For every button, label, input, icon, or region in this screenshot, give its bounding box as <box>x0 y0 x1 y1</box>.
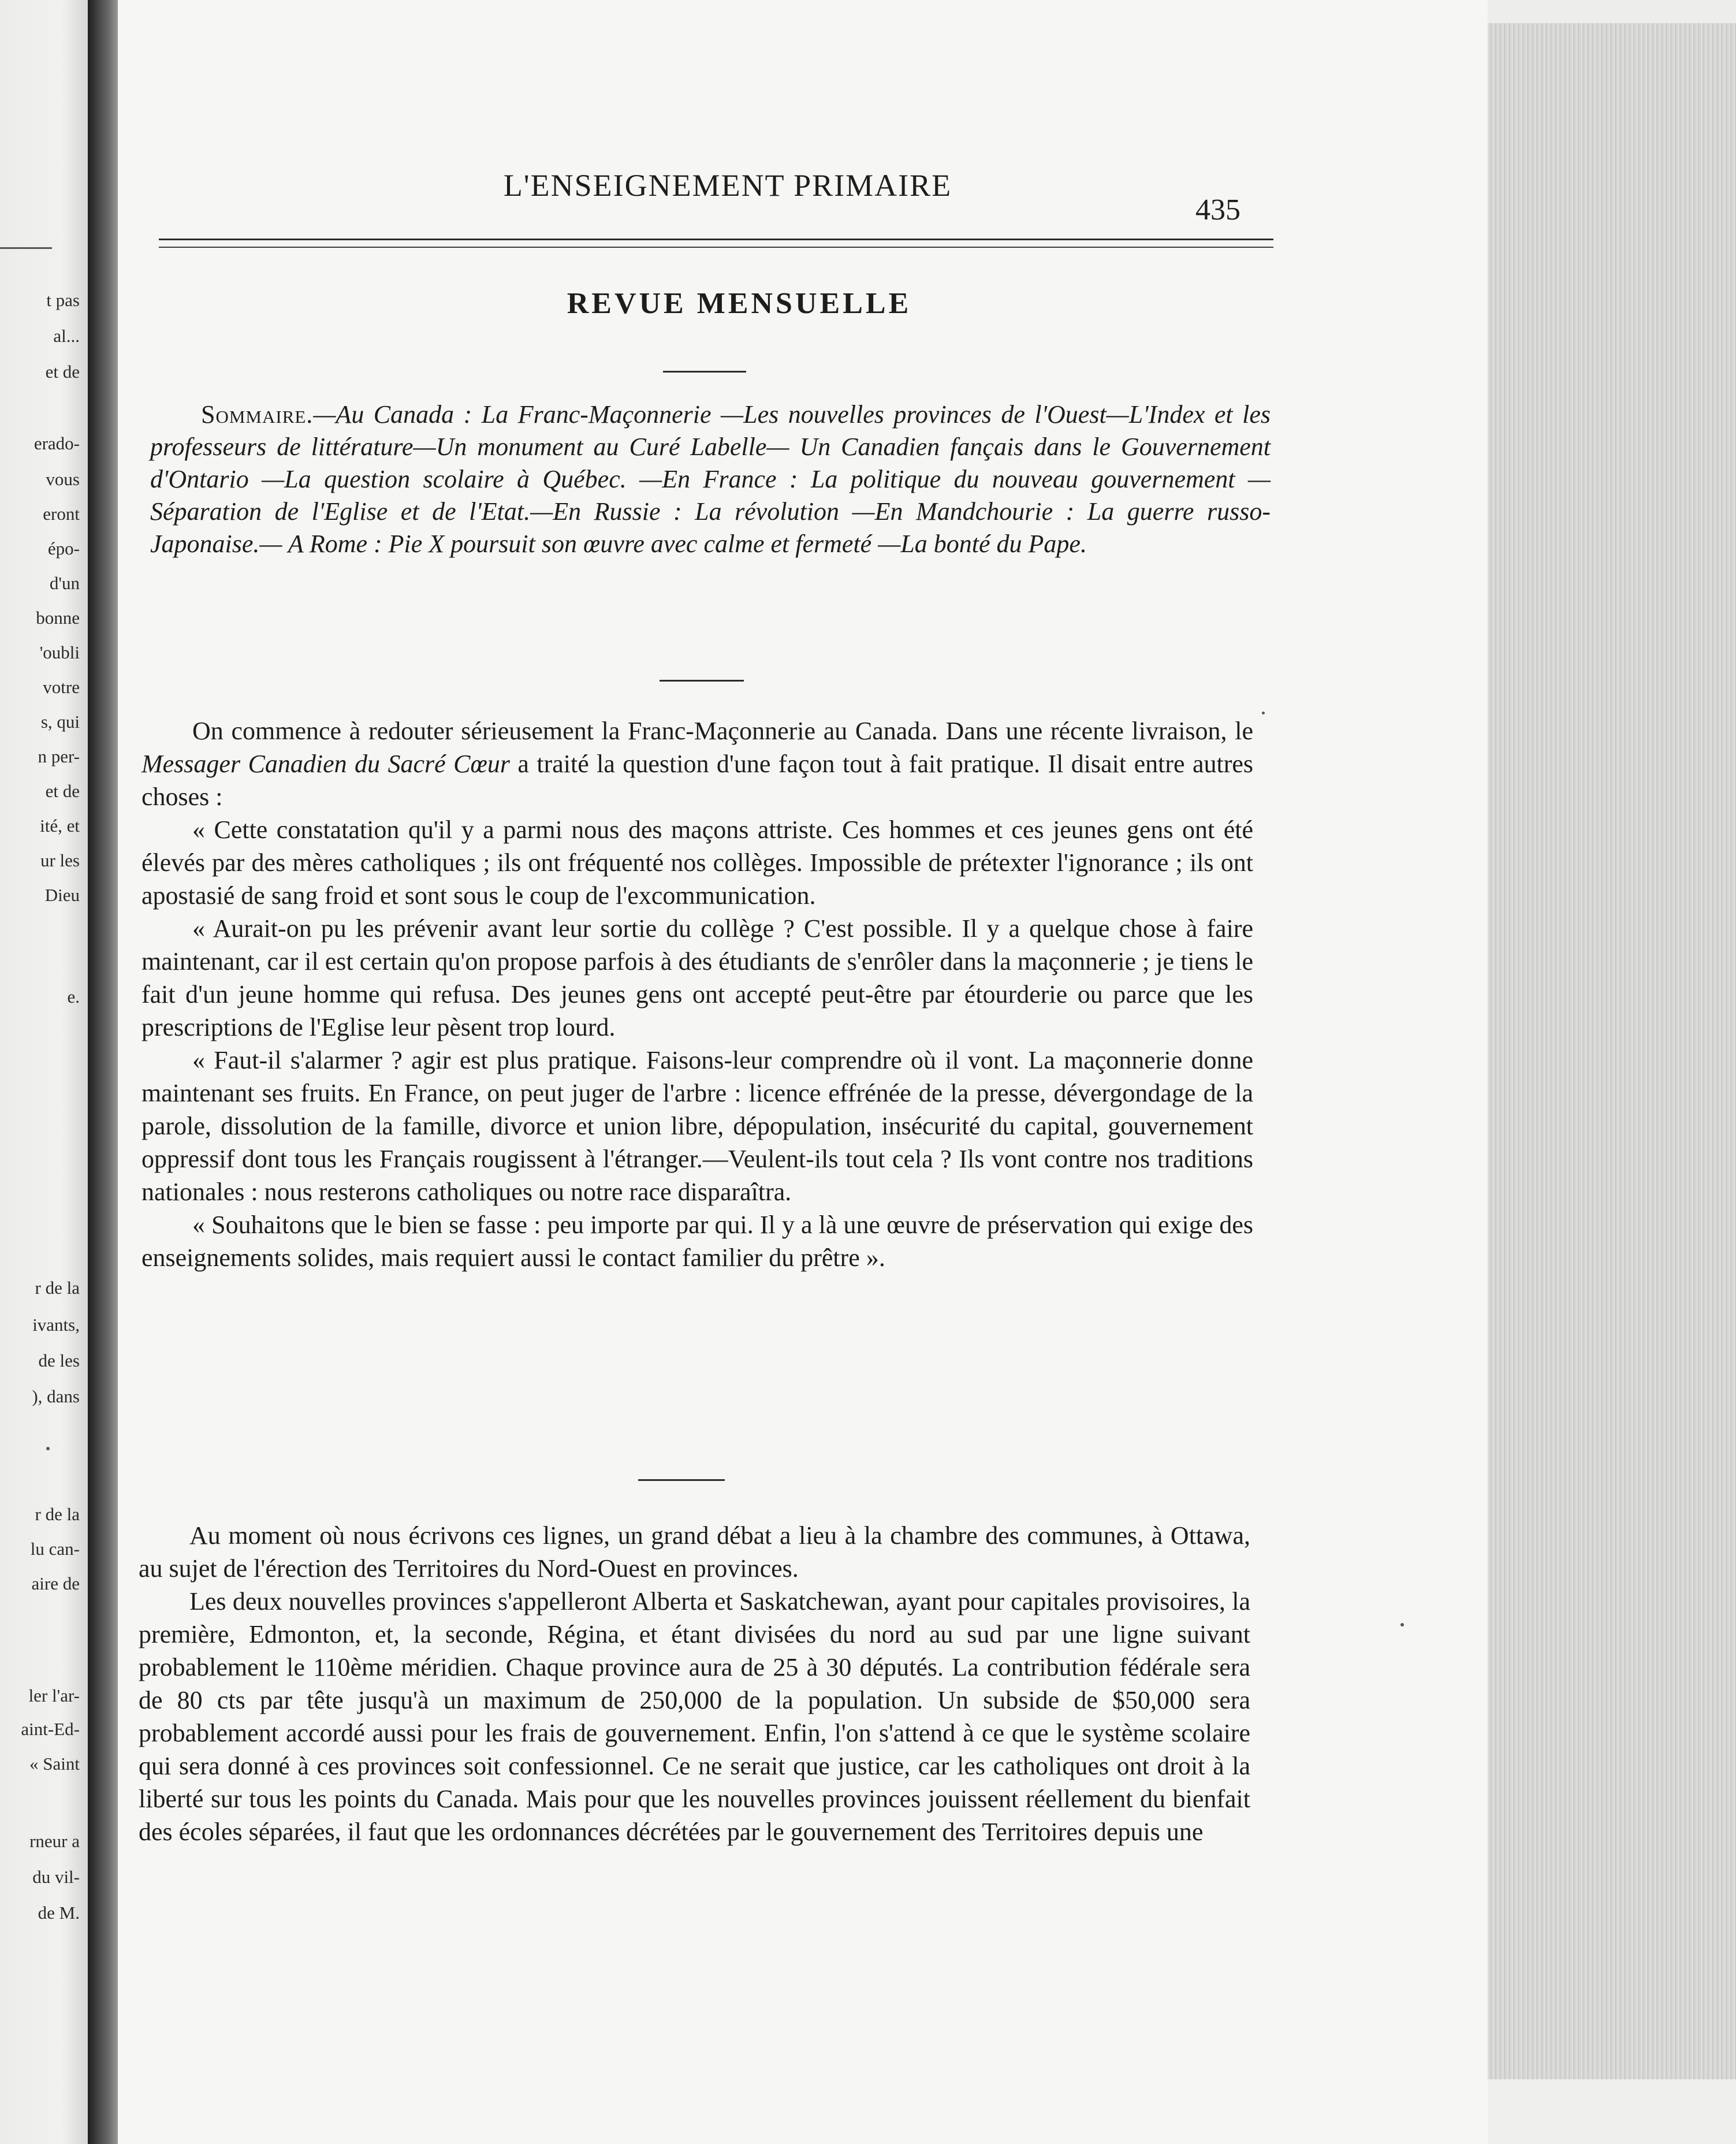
left-fragment: ur les <box>40 850 80 870</box>
quote-paragraph: « Aurait-on pu les prévenir avant leur sortie du collège ? C'est possible. Il y a quelque chose à faire maintenant, car il est certain qu'on propose parfois à des étudiants de s'enrôler dans la maçonnerie ; je tiens le fait d'un jeune homme qui refusa. Des jeunes gens ont accepté peut-être par étourderie ou parce que les prescriptions de l'Eglise leur pèsent trop lourd. <box>141 914 1253 1041</box>
quote-paragraph: « Cette constatation qu'il y a parmi nous des maçons attriste. Ces hommes et ces jeunes gens ont été élevés par des mères catholiques ; ils ont fréquenté nos collèges. Impossible de prétexter l'ignorance ; ils ont apostasié de sang froid et sont sous le coup de l'excommunication. <box>141 816 1253 910</box>
summary-paragraph <box>150 399 1271 560</box>
quote-paragraph: « Faut-il s'alarmer ? agir est plus pratique. Faisons-leur comprendre où il vont. La maçonnerie donne maintenant ses fruits. En France, on peut juger de l'arbre : licence effrénée de la presse, dévergondage de la parole, dissolution de la famille, divorce et union libre, dépopulation, insécurité du capital, gouvernement oppressif dont tous les Français rougissent à l'étranger.—Veulent-ils tout cela ? Ils vont contre nos traditions nationales : nous resterons catholiques ou notre race disparaîtra. <box>141 1046 1253 1206</box>
left-fragment: ité, et <box>40 816 80 836</box>
page-stack-bottom <box>1488 2079 1736 2144</box>
separator-rule <box>660 680 744 682</box>
summary-text: —Au Canada : La Franc-Maçonnerie —Les nouvelles provinces de l'Ouest—L'Index et les professeurs de littérature—Un monument au Curé Labelle— Un Canadien fançais dans le Gouvernement d'Ontario —La question scolaire à Québec. —En France : La politique du nouveau gouvernement —Séparation de l'Eglise et de l'Etat.—En Russie : La révolution —En Mandchourie : La guerre russo-Japonaise.— A Rome : Pie X poursuit son œuvre avec calme et fermeté —La bonté du Pape. <box>150 400 1271 558</box>
paragraph <box>141 714 1253 813</box>
separator-rule <box>638 1479 725 1481</box>
quote-paragraph: « Souhaitons que le bien se fasse : peu importe par qui. Il y a là une œuvre de préservation qui exige des enseignements solides, mais requiert aussi le contact familier du prêtre ». <box>141 1211 1253 1272</box>
paragraph: Les deux nouvelles provinces s'appelleront Alberta et Saskatchewan, ayant pour capitales provisoires, la première, Edmonton, et, la seconde, Régina, et étant divisées du nord au sud par une ligne suivant probablement le 110ème méridien. Chaque province aura de 25 à 30 députés. La contribution fédérale sera de 80 cts par tête jusqu'à un maximum de 250,000 de la population. Un subside de $50,000 sera probablement accordé aussi pour les frais de gouvernement. Enfin, l'on s'attend à ce que le système scolaire qui sera donné à ces provinces soit confessionnel. Ce ne serait que justice, car les catholiques ont droit à la liberté sur tous les points du Canada. Mais pour que les nouvelles provinces jouissent réellement du bienfait des écoles séparées, il faut que les ordonnances décrétées par le gouvernement des Territoires depuis une <box>139 1587 1250 1846</box>
page-number: 435 <box>1195 193 1240 226</box>
left-fragment: lu can- <box>30 1539 80 1559</box>
left-fragment: s, qui <box>40 712 80 732</box>
summary-lead: Sommaire. <box>201 400 314 429</box>
left-fragment: eront <box>43 504 80 524</box>
left-fragment: 'oubli <box>39 642 80 662</box>
book-gutter-shadow <box>88 0 118 2144</box>
left-fragment: d'un <box>49 573 80 593</box>
paragraph: Au moment où nous écrivons ces lignes, un grand débat a lieu à la chambre des communes, à Ottawa, au sujet de l'érection des Territoires du Nord-Ouest en provinces. <box>139 1521 1250 1583</box>
paper-speck <box>1400 1623 1404 1626</box>
paragraph-text: a traité la question d'une façon tout à fait pratique. Il disait entre autres choses : <box>141 750 1254 811</box>
left-fragment: r de la <box>35 1504 80 1524</box>
header-rule-secondary <box>159 247 1273 248</box>
left-facing-page <box>0 0 88 2144</box>
page-stack-top <box>1488 0 1736 23</box>
paper-speck <box>1262 712 1265 714</box>
left-fragment: aire de <box>31 1573 80 1594</box>
left-fragment: rneur a <box>29 1831 80 1851</box>
left-fragment: ivants, <box>32 1315 80 1335</box>
left-fragment: n per- <box>38 746 80 766</box>
left-fragment: et de <box>45 781 80 801</box>
left-fragment: épo- <box>47 538 80 559</box>
left-fragment: vous <box>46 469 80 489</box>
paragraph-text: On commence à redouter sérieusement la Franc-Maçonnerie au Canada. Dans une récente livraison, le <box>192 717 1253 745</box>
article-new-provinces <box>139 1519 1250 1848</box>
left-fragment: votre <box>43 677 80 697</box>
left-fragment: bonne <box>36 608 80 628</box>
left-fragment: du vil- <box>32 1867 80 1887</box>
left-fragment: erado- <box>33 433 80 453</box>
left-fragment: r de la <box>35 1278 80 1298</box>
left-fragment: ), dans <box>32 1386 80 1406</box>
page-stack-edges <box>1488 23 1736 2079</box>
running-header-title: L'ENSEIGNEMENT PRIMAIRE <box>503 168 952 203</box>
left-page-rule <box>0 247 52 249</box>
left-fragment: Dieu <box>44 885 80 905</box>
section-title: REVUE MENSUELLE <box>567 287 912 320</box>
left-fragment: « Saint <box>29 1754 80 1774</box>
left-fragment: ler l'ar- <box>28 1685 80 1706</box>
article-freemasonry <box>141 714 1253 1274</box>
publication-title: Messager Canadien du Sacré Cœur <box>141 750 510 778</box>
left-fragment: de les <box>38 1350 80 1371</box>
left-fragment: e. <box>67 987 80 1007</box>
left-fragment: t pas <box>46 290 80 310</box>
paper-speck <box>46 1447 50 1450</box>
left-fragment: al... <box>53 326 80 346</box>
left-fragment: et de <box>45 362 80 382</box>
separator-rule <box>663 371 746 373</box>
left-fragment: aint-Ed- <box>21 1719 80 1739</box>
left-fragment: de M. <box>38 1903 80 1923</box>
header-rule <box>159 239 1273 240</box>
